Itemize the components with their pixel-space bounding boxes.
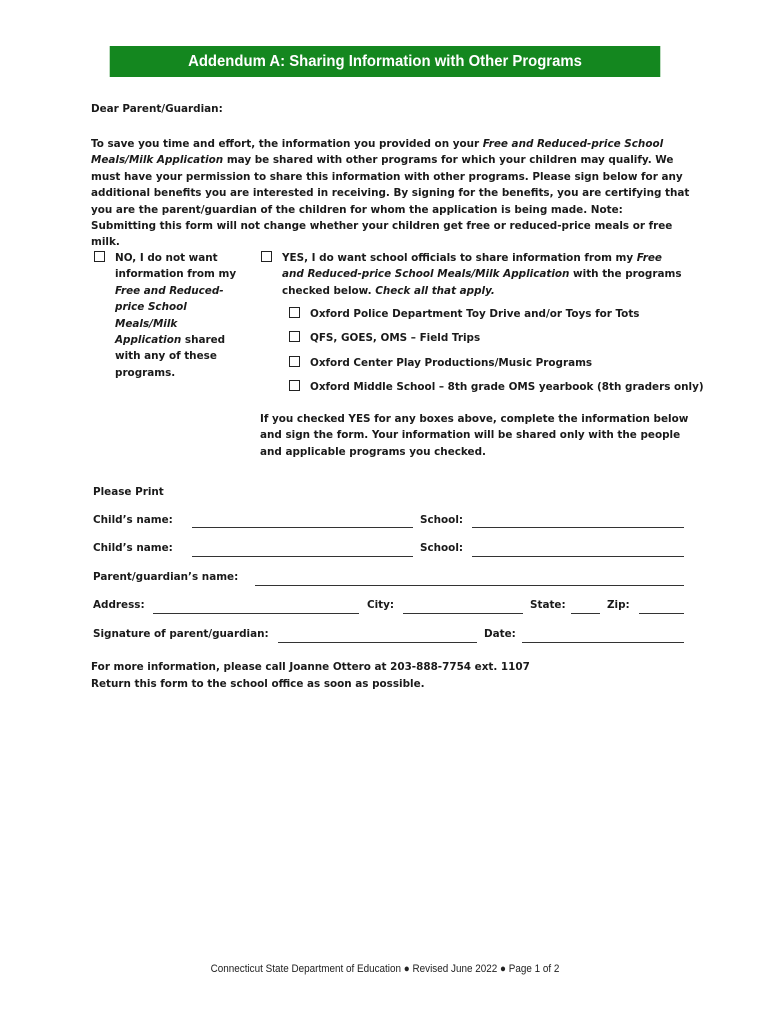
state-label: State: bbox=[530, 599, 566, 611]
intro-text-1: To save you time and effort, the information you provided on your bbox=[91, 138, 483, 150]
no-option-text bbox=[115, 250, 245, 381]
yes-option-text bbox=[282, 250, 682, 299]
address-field[interactable] bbox=[153, 613, 359, 614]
child-name-label-2: Child’s name: bbox=[93, 542, 173, 554]
yes-check-all: Check all that apply. bbox=[375, 284, 495, 297]
yes-app-name: Free and Reduced-price School Meals/Milk Application bbox=[282, 252, 662, 281]
no-checkbox[interactable] bbox=[94, 251, 105, 262]
school-label-2: School: bbox=[420, 542, 464, 554]
signature-label: Signature of parent/guardian: bbox=[93, 628, 269, 640]
greeting: Dear Parent/Guardian: bbox=[91, 103, 223, 115]
program-checkbox-play-productions[interactable] bbox=[289, 356, 300, 367]
return-instructions: Return this form to the school office as soon as possible. bbox=[91, 678, 425, 690]
program-label-play-productions: Oxford Center Play Productions/Music Programs bbox=[310, 357, 593, 369]
program-checkbox-yearbook[interactable] bbox=[289, 380, 300, 391]
program-label-toy-drive: Oxford Police Department Toy Drive and/or Toys for Tots bbox=[310, 308, 640, 320]
yes-text-2: with the programs checked below. bbox=[282, 268, 682, 297]
contact-info: For more information, please call Joanne Ottero at 203-888-7754 ext. 1107 bbox=[91, 661, 530, 673]
intro-app-name: Free and Reduced-price School Meals/Milk Application bbox=[91, 138, 664, 167]
program-checkbox-field-trips[interactable] bbox=[289, 331, 300, 342]
please-print-label: Please Print bbox=[93, 486, 164, 498]
intro-text-2: may be shared with other programs for which your children may qualify. We must have your permission to share this information with other programs. Please sign below for any additional benefits you are interested in receiving. By signing for the benefits, you are certifying that you are the parent/guardian of the children for whom the application is being made. Note: Submitting this form will not change whether your children get free or reduced-price meals or free milk. bbox=[91, 154, 690, 249]
zip-label: Zip: bbox=[607, 599, 630, 611]
intro-paragraph bbox=[91, 136, 691, 251]
followup-instructions: If you checked YES for any boxes above, complete the information below and sign the form. Your information will be shared only with the people and applicable programs you checked. bbox=[260, 413, 689, 458]
no-app-name: Free and Reduced-price School Meals/Milk Application bbox=[115, 284, 224, 347]
parent-name-field[interactable] bbox=[255, 585, 684, 586]
state-field[interactable] bbox=[571, 613, 600, 614]
school-field-1[interactable] bbox=[472, 527, 684, 528]
child-name-label-1: Child’s name: bbox=[93, 514, 173, 526]
date-field[interactable] bbox=[522, 642, 684, 643]
page-footer: Connecticut State Department of Education ● Revised June 2022 ● Page 1 of 2 bbox=[210, 963, 560, 975]
address-label: Address: bbox=[93, 599, 145, 611]
program-label-yearbook: Oxford Middle School – 8th grade OMS yearbook (8th graders only) bbox=[310, 381, 704, 393]
parent-name-label: Parent/guardian’s name: bbox=[93, 571, 239, 583]
page-title: Addendum A: Sharing Information with Other Programs bbox=[110, 46, 661, 77]
city-label: City: bbox=[367, 599, 395, 611]
city-field[interactable] bbox=[403, 613, 523, 614]
program-checkbox-toy-drive[interactable] bbox=[289, 307, 300, 318]
signature-field[interactable] bbox=[278, 642, 477, 643]
yes-text-1: YES, I do want school officials to share information from my bbox=[282, 252, 637, 264]
child-name-field-2[interactable] bbox=[192, 556, 413, 557]
no-text-1: NO, I do not want information from my bbox=[115, 252, 237, 281]
no-text-2: shared with any of these programs. bbox=[115, 334, 226, 379]
child-name-field-1[interactable] bbox=[192, 527, 413, 528]
school-label-1: School: bbox=[420, 514, 464, 526]
yes-checkbox[interactable] bbox=[261, 251, 272, 262]
school-field-2[interactable] bbox=[472, 556, 684, 557]
zip-field[interactable] bbox=[639, 613, 684, 614]
date-label: Date: bbox=[484, 628, 516, 640]
program-label-field-trips: QFS, GOES, OMS – Field Trips bbox=[310, 332, 481, 344]
